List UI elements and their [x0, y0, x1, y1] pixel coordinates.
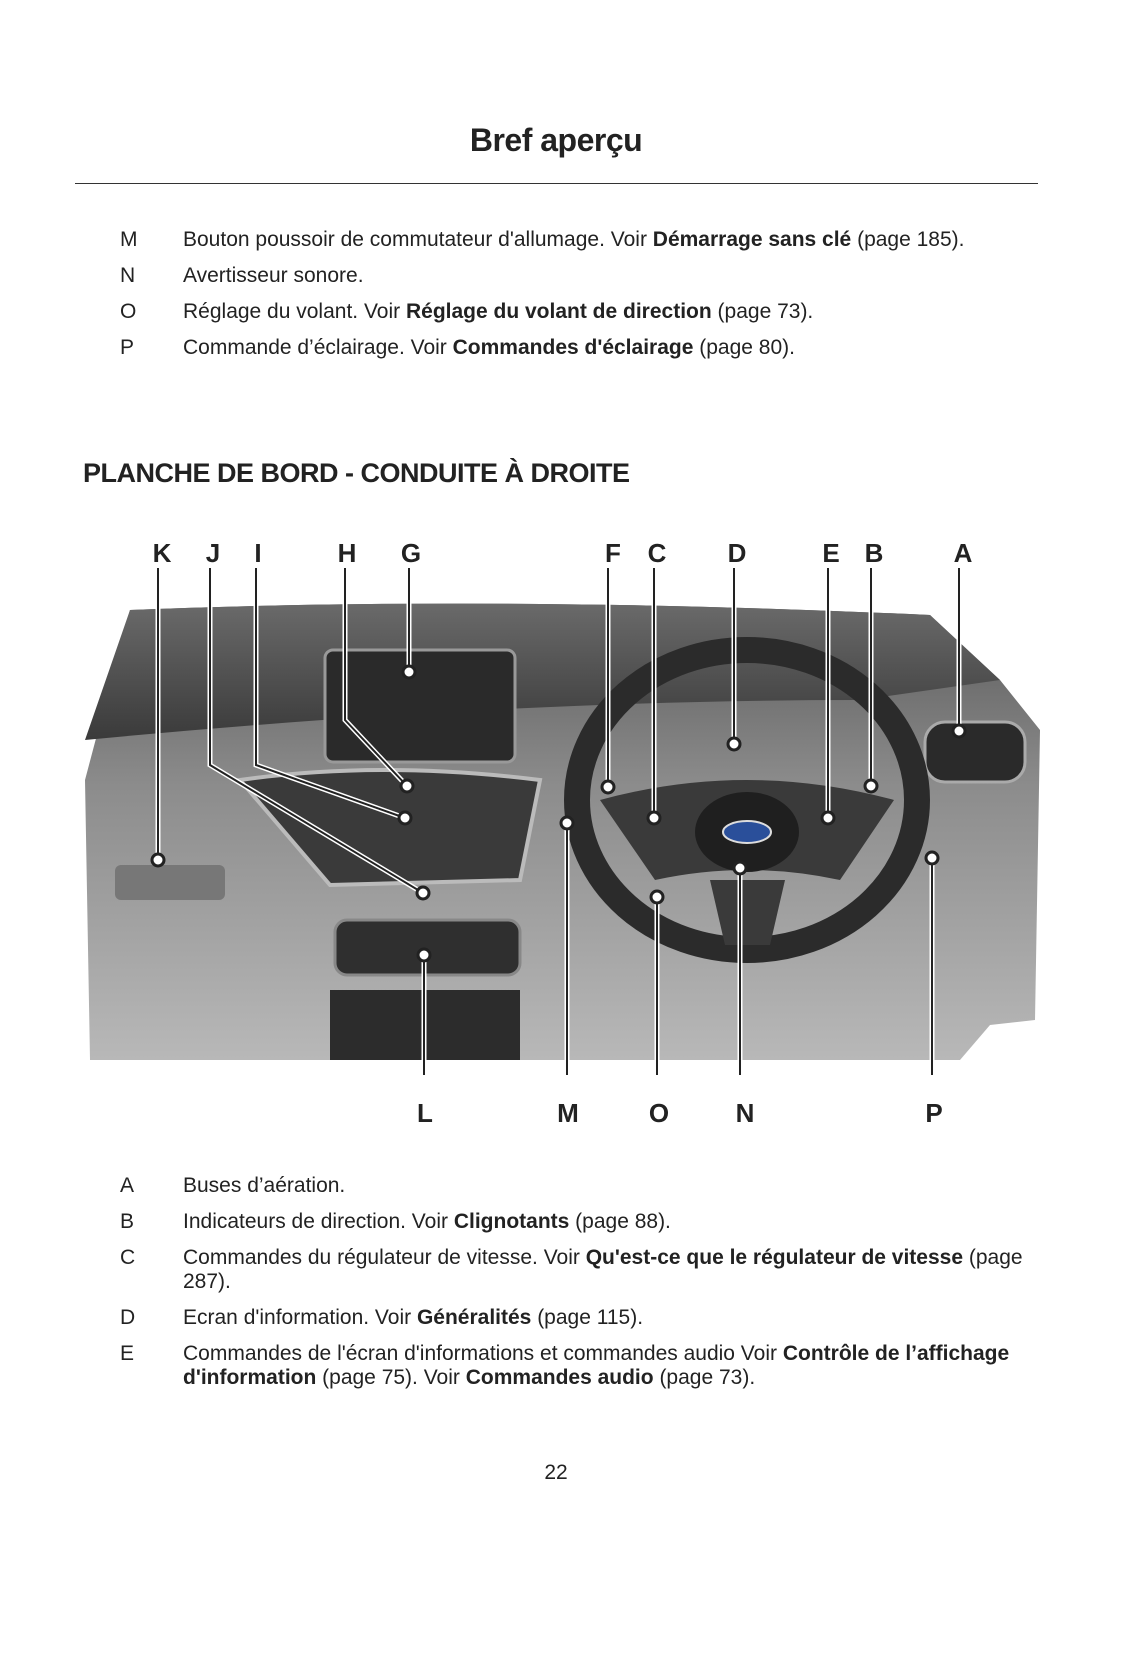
leader-dot [926, 852, 938, 864]
item-text [183, 1210, 1030, 1234]
section-heading: PLANCHE DE BORD - CONDUITE À DROITE [83, 458, 630, 488]
item-text [183, 1246, 1030, 1294]
page-title: Bref aperçu [469, 122, 643, 158]
item-page: (page 80). [693, 336, 795, 359]
item-page: (page 185). [851, 228, 965, 251]
callout-c: C [647, 538, 667, 568]
item-letter: N [120, 264, 136, 287]
ford-logo [723, 821, 771, 843]
item-letter: E [120, 1342, 135, 1365]
leader-dot [953, 725, 965, 737]
item-page: (page 88). [569, 1210, 671, 1233]
item-desc: Indicateurs de direction. Voir [183, 1210, 454, 1233]
item-letter: O [120, 300, 137, 323]
item-link[interactable]: Généralités [416, 1306, 532, 1329]
item-letter: A [120, 1174, 135, 1197]
leader-dot [822, 812, 834, 824]
callout-i: I [254, 538, 262, 568]
callout-m: M [557, 1098, 579, 1128]
item-letter: C [120, 1246, 136, 1269]
list-item [120, 1210, 1030, 1234]
callout-e: E [822, 538, 840, 568]
item-text [183, 1174, 1030, 1198]
item-link[interactable]: Contrôle de l’affichage d'information [183, 1342, 1010, 1389]
leader-dot [734, 862, 746, 874]
item-letter: D [120, 1306, 136, 1329]
item-page: (page 73). [653, 1366, 756, 1389]
item-link[interactable]: Réglage du volant de direction [405, 300, 712, 323]
leader-dot [561, 817, 573, 829]
climate-panel [335, 920, 520, 975]
callout-f: F [605, 538, 621, 568]
leader-dot [401, 780, 413, 792]
callout-h: H [337, 538, 357, 568]
page-number: 22 [544, 1461, 568, 1484]
callout-p: P [925, 1098, 943, 1128]
callout-j: J [205, 538, 221, 568]
leader-dot [865, 780, 877, 792]
callout-a: A [953, 538, 973, 568]
leader-dot [602, 781, 614, 793]
side-vent [925, 722, 1025, 782]
item-desc: Commandes de l'écran d'informations et commandes audio Voir [183, 1342, 783, 1365]
item-page: (page 287). [183, 1246, 1023, 1293]
item-link[interactable]: Clignotants [453, 1210, 570, 1233]
leader-dot [648, 812, 660, 824]
item-desc: Commande d’éclairage. Voir [183, 336, 453, 359]
leader-dot [418, 949, 430, 961]
glovebox [115, 865, 225, 900]
item-link[interactable]: Commandes audio [465, 1366, 654, 1389]
item-page: (page 73). [711, 300, 814, 323]
leader-dot [651, 891, 663, 903]
list-item [120, 1306, 1030, 1330]
leader-dot [728, 738, 740, 750]
bottom-legend-list [120, 1174, 1030, 1402]
callout-d: D [727, 538, 747, 568]
item-link[interactable]: Démarrage sans clé [652, 228, 852, 251]
list-item [120, 1174, 1030, 1198]
leader-dot [403, 666, 415, 678]
item-letter: P [120, 336, 135, 359]
leader-dot [417, 887, 429, 899]
leader-dot [399, 812, 411, 824]
item-desc: Bouton poussoir de commutateur d'allumage. Voir [183, 228, 653, 251]
callout-o: O [648, 1098, 670, 1128]
callout-b: B [864, 538, 884, 568]
list-item [120, 1342, 1030, 1390]
item-desc: Ecran d'information. Voir [183, 1306, 417, 1329]
item-desc: Avertisseur sonore. [183, 264, 364, 287]
item-text [183, 1306, 1030, 1330]
item-desc: Commandes du régulateur de vitesse. Voir [183, 1246, 586, 1269]
item-link[interactable]: Commandes d'éclairage [452, 336, 694, 359]
callout-l: L [417, 1098, 433, 1128]
leader-dot [152, 854, 164, 866]
item-desc: Buses d’aération. [183, 1174, 346, 1197]
callout-g: G [400, 538, 422, 568]
item-page: (page 75). Voir [316, 1366, 466, 1389]
item-page: (page 115). [531, 1306, 644, 1329]
item-text [183, 1342, 1030, 1390]
item-letter: B [120, 1210, 135, 1233]
item-link[interactable]: Qu'est-ce que le régulateur de vitesse [585, 1246, 964, 1269]
list-item [120, 1246, 1030, 1294]
item-letter: M [120, 228, 138, 251]
callout-k: K [152, 538, 172, 568]
center-screen [325, 650, 515, 762]
item-desc: Réglage du volant. Voir [183, 300, 406, 323]
callout-n: N [735, 1098, 755, 1128]
